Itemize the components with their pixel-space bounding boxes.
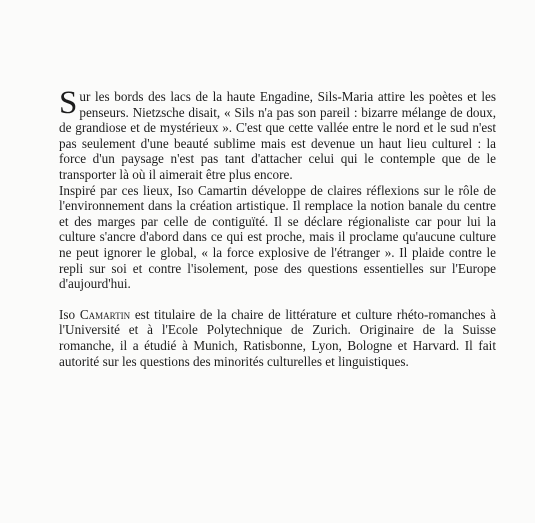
author-bio-paragraph	[59, 307, 496, 369]
intro-paragraph-1-text: ur les bords des lacs de la haute Engadine, Sils-Maria attire les poètes et les penseurs. Nietzsche disait, « Sils n'a pas son pareil : bizarre mélange de doux, de grandiose et de mystérieux ». C'est que cette vallée entre le nord et le sud n'est pas seulement d'une beauté sublime mais est devenue un haut lieu culturel : la force d'un paysage n'est pas tant d'attacher celui qui le contemple que de le transporter là où il aimerait être plus encore.	[59, 89, 496, 182]
author-last-name: Camartin	[79, 306, 131, 322]
intro-paragraph-2: Inspiré par ces lieux, Iso Camartin développe de claires réflexions sur le rôle de l'environnement dans la création artistique. Il remplace la notion banale du centre et des marges par celle de contiguïté. Il se déclare régionaliste car pour lui la culture s'ancre d'abord dans ce qui est proche, mais il proclame qu'aucune culture ne peut ignorer le global, « la force explosive de l'étranger ». Il plaide contre le repli sur soi et contre l'isolement, pose des questions essentielles sur l'Europe d'aujourd'hui.	[59, 182, 496, 292]
intro-paragraph-1	[59, 85, 496, 183]
drop-cap-letter: S	[59, 85, 78, 121]
author-bio-text: est titulaire de la chaire de littérature et culture rhéto-romanches à l'Université et à l'Ecole Polytechnique de Zurich. Originaire de la Suisse romanche, il a étudié à Munich, Ratisbonne, Lyon, Bologne et Harvard. Il fait autorité sur les questions des minorités culturelles et linguistiques.	[59, 306, 497, 369]
author-first-name: Iso	[59, 306, 76, 322]
back-cover-text	[59, 85, 497, 369]
